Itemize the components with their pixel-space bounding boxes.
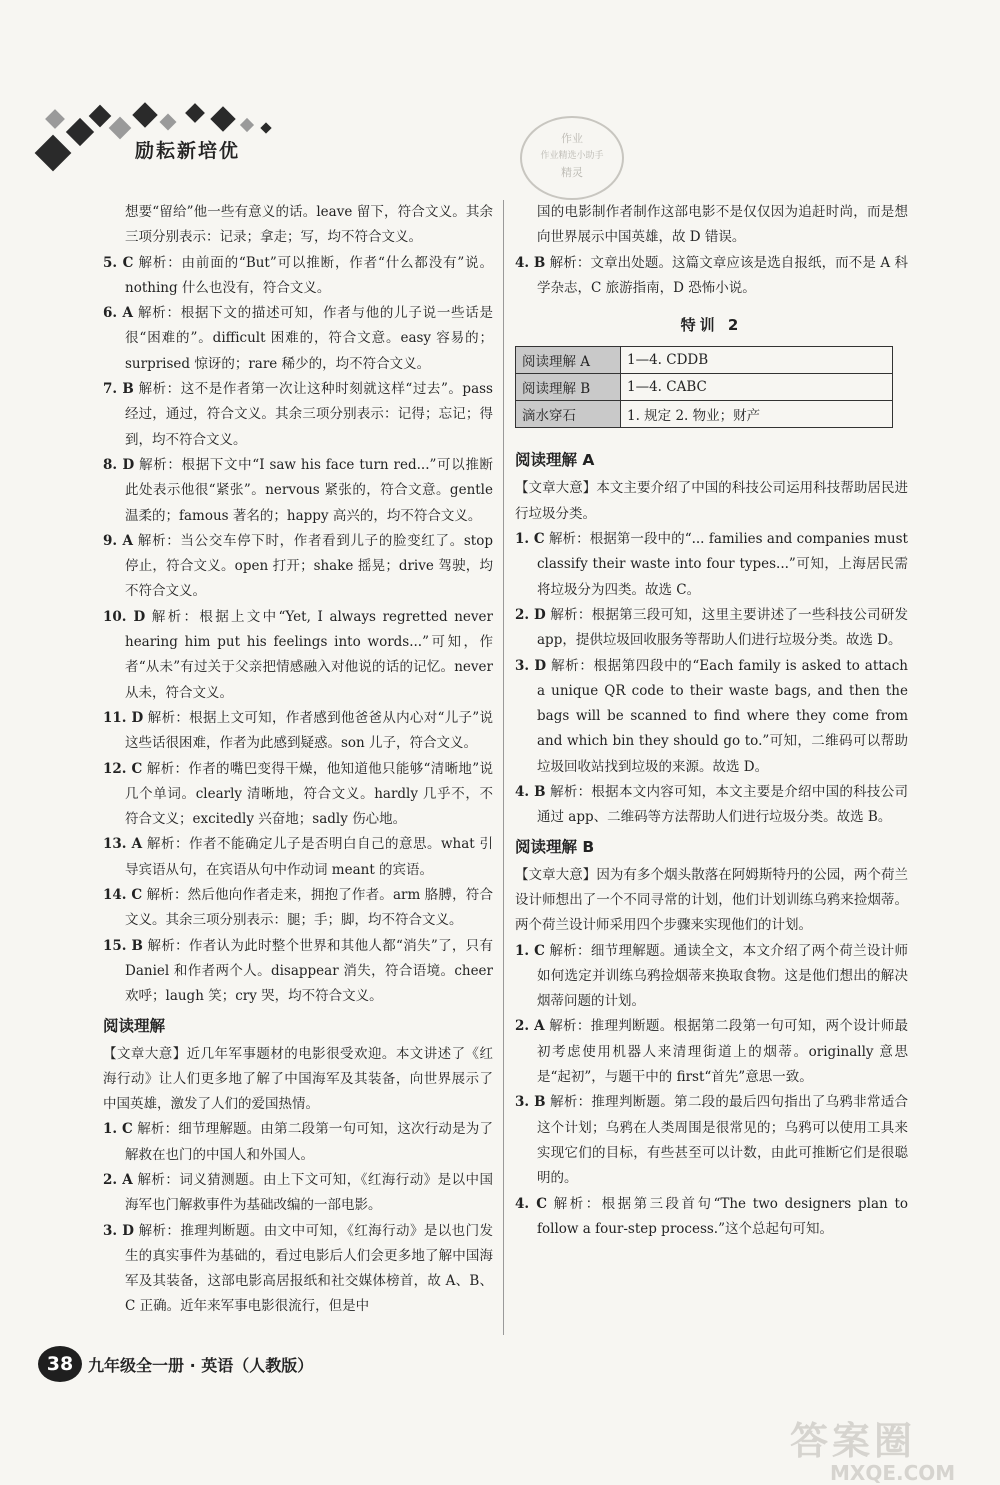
answer-item <box>103 883 493 934</box>
watermark <box>790 1410 955 1485</box>
answer-number: 9. A <box>103 532 133 549</box>
answer-text: 解析：推理判断题。根据第二段第一句可知，两个设计师最初考虑使用机器人来清理街道上的烟蒂。originally 意思是“起初”，与题干中的 first“首先”意思一致。 <box>537 1018 909 1086</box>
answer-text: 解析：作者不能确定儿子是否明白自己的意思。what 引导宾语从句，在宾语从句中作动词 meant 的宾语。 <box>125 836 493 878</box>
answer-number: 8. D <box>103 456 135 473</box>
answer-item <box>103 934 493 1010</box>
stamp-line: 作业精选小助手 <box>540 151 604 161</box>
answer-table-value: 1. 规定 2. 物业；财产 <box>621 401 893 428</box>
diamond-icon <box>66 118 94 146</box>
answer-number: 11. D <box>103 709 144 726</box>
section-heading: 阅读理解 B <box>515 837 595 856</box>
page-number: 38 <box>38 1346 82 1382</box>
answer-table-row <box>516 347 893 374</box>
answer-item <box>515 654 908 780</box>
diamond-icon <box>260 122 271 133</box>
answer-item <box>103 1219 493 1320</box>
answer-item <box>103 1117 493 1168</box>
answer-table-row <box>516 374 893 401</box>
answer-item <box>515 603 908 654</box>
stamp-line: 作业 <box>561 132 583 145</box>
answer-number: 1. C <box>515 531 545 548</box>
page-footer <box>38 1346 313 1382</box>
answer-number: 4. B <box>515 254 546 271</box>
answer-text: 解析：这不是作者第一次让这种时刻就这样“过去”。pass 经过，通过，符合文义。其余三项分别表示：记得；忘记；得到，均不符合文义。 <box>125 381 493 448</box>
answer-item <box>515 251 908 302</box>
answer-text: 解析：由前面的“But”可以推断，作者“什么都没有”说。nothing 什么也没有，符合文义。 <box>125 254 493 296</box>
diamond-icon <box>160 114 177 131</box>
diamond-icon <box>185 103 205 123</box>
continued-text: 国的电影制作者制作这部电影不是仅仅因为追赶时尚，而是想向世界展示中国英雄，故 D 错误。 <box>537 204 908 246</box>
answer-table-value: 1—4. CDDB <box>621 347 893 374</box>
left-column <box>103 200 493 1320</box>
section-title-special: 特训 2 <box>680 316 743 335</box>
answer-number: 5. C <box>103 254 134 271</box>
diamond-icon <box>132 102 157 127</box>
answer-text: 解析：根据第四段中的“Each family is asked to attach a unique QR code to their waste bags, and then the bags will be scanned to find where they come from and which bin they should go to.”可知，二维码可以帮助垃圾回收站找到垃圾的来源。故选 D。 <box>537 657 908 775</box>
answer-text: 解析：推理判断题。由文中可知，《红海行动》是以也门发生的真实事件为基础的，看过电影后人们会更多地了解中国海军及其装备，这部电影高居报纸和社交媒体榜首，故 A、B、C 正确。近年来军事电影很流行，但是中 <box>125 1222 493 1315</box>
answer-item <box>103 251 493 302</box>
column-divider <box>503 200 504 1335</box>
answer-number: 15. B <box>103 937 143 954</box>
watermark-url: MXQE.COM <box>830 1461 956 1485</box>
summary-paragraph: 【文章大意】本文主要介绍了中国的科技公司运用科技帮助居民进行垃圾分类。 <box>515 480 908 522</box>
answer-text: 解析：当公交车停下时，作者看到儿子的脸变红了。stop 停止，符合文义。open 打开；shake 摇晃；drive 驾驶，均不符合文义。 <box>125 532 493 600</box>
answer-item <box>103 529 493 605</box>
answer-item <box>103 757 493 833</box>
answer-item <box>515 780 908 831</box>
answer-item <box>515 1090 908 1191</box>
answer-text: 解析：作者的嘴巴变得干燥，他知道他只能够“清晰地”说几个单词。clearly 清晰地，符合文义。hardly 几乎不，不符合文义；excitedly 兴奋地；sadly 伤心地。 <box>125 760 493 828</box>
right-column-bottom <box>515 446 908 1242</box>
answer-text: 解析：细节理解题。由第二段第一句可知，这次行动是为了解救在也门的中国人和外国人。 <box>125 1121 493 1163</box>
answer-item <box>103 301 493 377</box>
brand-title: 励耘新培优 <box>135 140 241 162</box>
stamp-logo <box>520 116 624 200</box>
answer-item <box>515 527 908 603</box>
answer-table-label: 阅读理解 B <box>516 374 621 401</box>
diamond-icon <box>109 117 132 140</box>
answer-item <box>103 605 493 706</box>
answer-item <box>515 1192 908 1243</box>
answer-number: 1. C <box>515 942 545 959</box>
watermark-text: 答案圈 <box>790 1419 917 1463</box>
answer-number: 6. A <box>103 305 133 322</box>
answer-text: 解析：根据上文中“Yet, I always regretted never hearing him put his feelings into words...”可知，作者“从未”有过关于父亲把情感融入对他说的话的记忆。never 从未，符合文义。 <box>125 608 493 701</box>
page-header <box>30 100 330 180</box>
summary-paragraph: 【文章大意】因为有多个烟头散落在阿姆斯特丹的公园，两个荷兰设计师想出了一个不同寻常的计划，他们计划训练乌鸦来捡烟蒂。两个荷兰设计师采用四个步骤来实现他们的计划。 <box>515 866 908 934</box>
diamond-icon <box>45 109 65 129</box>
answer-table-label: 滴水穿石 <box>516 401 621 428</box>
answer-text: 解析：根据第三段首句“The two designers plan to follow a four-step process.”这个总起句可知。 <box>537 1195 909 1237</box>
answer-number: 3. D <box>515 657 547 674</box>
answer-text: 解析：根据第三段可知，这里主要讲述了一些科技公司研发 app，提供垃圾回收服务等帮助人们进行垃圾分类。故选 D。 <box>537 606 908 649</box>
answer-table <box>515 346 893 428</box>
answer-text: 解析：细节理解题。通读全文，本文介绍了两个荷兰设计师如何选定并训练乌鸦捡烟蒂来换取食物。这是他们想出的解决烟蒂问题的计划。 <box>537 942 908 1010</box>
answer-number: 2. D <box>515 606 546 623</box>
answer-number: 14. C <box>103 887 143 904</box>
answer-table-value: 1—4. CABC <box>621 374 893 401</box>
answer-number: 4. C <box>515 1195 548 1212</box>
answer-number: 13. A <box>103 836 143 853</box>
answer-number: 12. C <box>103 760 143 777</box>
section-heading: 阅读理解 A <box>515 451 595 470</box>
answer-item <box>103 453 493 529</box>
answer-number: 2. A <box>515 1018 545 1035</box>
answer-item <box>515 1014 908 1090</box>
answer-text: 解析：根据第一段中的“... families and companies must classify their waste into four types...”可知，上海居民需将垃圾分为四类。故选 C。 <box>537 531 908 598</box>
answer-number: 3. D <box>103 1222 134 1239</box>
stamp-line: 精灵 <box>561 166 583 179</box>
answer-number: 3. B <box>515 1094 546 1111</box>
answer-number: 10. D <box>103 608 146 625</box>
answer-text: 解析：然后他向作者走来，拥抱了作者。arm 胳膊，符合文义。其余三项分别表示：腿；手；脚，均不符合文义。 <box>125 887 493 929</box>
answer-number: 2. A <box>103 1171 133 1188</box>
answer-table-row <box>516 401 893 428</box>
answer-table-label: 阅读理解 A <box>516 347 621 374</box>
answer-text: 解析：文章出处题。这篇文章应该是选自报纸，而不是 A 科学杂志，C 旅游指南，D 恐怖小说。 <box>537 254 908 296</box>
answer-text: 解析：词义猜测题。由上下文可知，《红海行动》是以中国海军也门解救事件为基础改编的一部电影。 <box>125 1171 493 1214</box>
section-heading: 阅读理解 <box>103 1016 166 1035</box>
answer-number: 1. C <box>103 1121 133 1138</box>
answer-item <box>103 377 493 453</box>
footer-text: 九年级全一册 · 英语（人教版） <box>88 1355 314 1375</box>
answer-item <box>103 1168 493 1219</box>
answer-text: 解析：作者认为此时整个世界和其他人都“消失”了，只有 Daniel 和作者两个人。disappear 消失，符合语境。cheer 欢呼；laugh 笑；cry 哭，均不符合文义。 <box>125 937 493 1005</box>
summary-paragraph: 【文章大意】近几年军事题材的电影很受欢迎。本文讲述了《红海行动》让人们更多地了解了中国海军及其装备，向世界展示了中国英雄，激发了人们的爱国热情。 <box>103 1045 493 1113</box>
diamond-icon <box>240 118 254 132</box>
answer-item <box>103 706 493 757</box>
answer-text: 解析：根据本文内容可知，本文主要是介绍中国的科技公司通过 app、二维码等方法帮助人们进行垃圾分类。故选 B。 <box>537 784 908 826</box>
diamond-icon <box>35 135 72 172</box>
answer-item <box>515 939 908 1015</box>
answer-text: 解析：根据下文中“I saw his face turn red...”可以推断此处表示他很“紧张”。nervous 紧张的，符合文意。gentle 温柔的；famous 著名的；happy 高兴的，均不符合文义。 <box>125 456 493 524</box>
answer-number: 4. B <box>515 784 546 801</box>
answer-number: 7. B <box>103 381 134 398</box>
continued-text: 想要“留给”他一些有意义的话。leave 留下，符合文义。其余三项分别表示：记录；拿走；写，均不符合文义。 <box>125 204 493 246</box>
diamond-icon <box>210 106 235 131</box>
answer-text: 解析：推理判断题。第二段的最后四句指出了乌鸦非常适合这个计划；乌鸦在人类周围是很常见的；乌鸦可以使用工具来实现它们的目标，有些甚至可以计数，由此可推断它们是很聪明的。 <box>537 1094 908 1187</box>
right-column <box>515 200 908 1242</box>
answer-text: 解析：根据上文可知，作者感到他爸爸从内心对“儿子”说这些话很困难，作者为此感到疑惑。son 儿子，符合文义。 <box>125 709 493 752</box>
diamond-icon <box>89 105 112 128</box>
right-column-top <box>515 200 908 301</box>
answer-text: 解析：根据下文的描述可知，作者与他的儿子说一些话是很“困难的”。difficult 困难的，符合文意。easy 容易的；surprised 惊讶的；rare 稀少的，均不符合文义。 <box>125 305 493 372</box>
answer-item <box>103 832 493 883</box>
